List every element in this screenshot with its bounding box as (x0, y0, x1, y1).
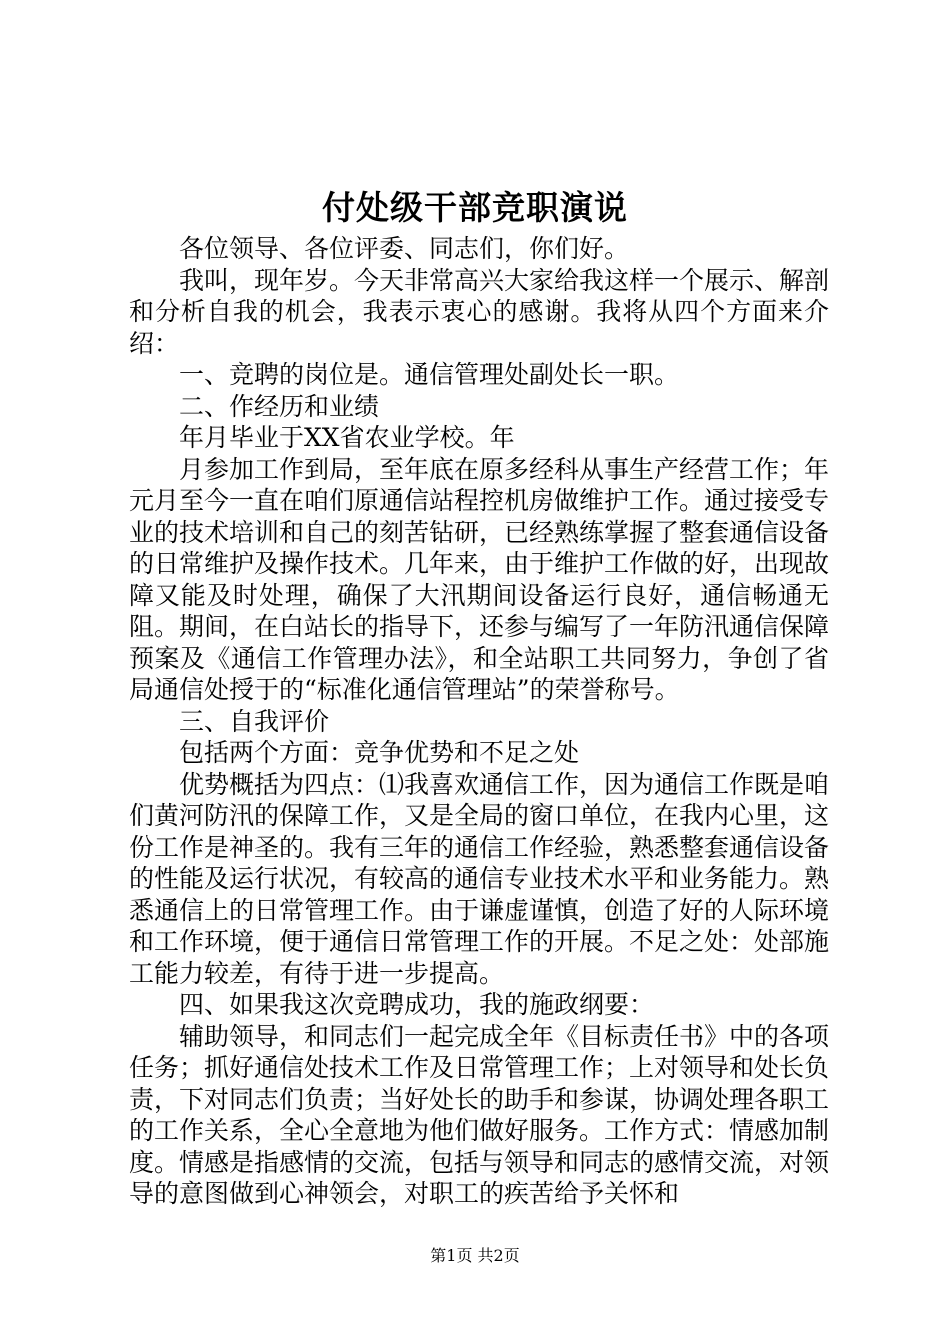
paragraph-greeting: 各位领导、各位评委、同志们，你们好。 (179, 234, 630, 263)
document-title: 付处级干部竞职演说 (322, 188, 628, 227)
paragraph-section-one: 一、竞聘的岗位是。通信管理处副处长一职。 (179, 360, 680, 389)
page-footer: 第1页 共2页 (430, 1246, 520, 1265)
paragraph-introduction: 我叫，现年岁。今天非常高兴大家给我这样一个展示、解剖和分析自我的机会，我表示衷心的感谢。我将从四个方面来介绍： (129, 265, 830, 358)
paragraph-section-three-heading: 三、自我评价 (179, 706, 330, 736)
paragraph-section-two-heading: 二、作经历和业绩 (179, 391, 380, 421)
document-body (129, 233, 829, 1210)
paragraph-self-evaluation-summary: 包括两个方面：竞争优势和不足之处 (179, 738, 580, 767)
paragraph-section-four-heading: 四、如果我这次竞聘成功，我的施政纲要： (179, 990, 655, 1019)
paragraph-advantages: 优势概括为四点：⑴我喜欢通信工作，因为通信工作既是咱们黄河防汛的保障工作，又是全局的窗口单位，在我内心里，这份工作是神圣的。我有三年的通信工作经验，熟悉整套通信设备的性能及运行状况，有较高的通信专业技术水平和业务能力。熟悉通信上的日常管理工作。由于谦虚谨慎，创造了好的人际环境和工作环境，便于通信日常管理工作的开展。不足之处：处部施工能力较差，有待于进一步提高。 (129, 769, 830, 988)
paragraph-graduation: 年月毕业于XX省农业学校。年 (179, 423, 515, 452)
paragraph-work-history: 月参加工作到局，至年底在原多经科从事生产经营工作；年元月至今一直在咱们原通信站程控机房做维护工作。通过接受专业的技术培训和自己的刻苦钻研，已经熟练掌握了整套通信设备的日常维护及操作技术。几年来，由于维护工作做的好，出现故障又能及时处理，确保了大汛期间设备运行良好，通信畅通无阻。期间，在白站长的指导下，还参与编写了一年防汛通信保障预案及《通信工作管理办法》，和全站职工共同努力，争创了省局通信处授于的“标准化通信管理站”的荣誉称号。 (129, 454, 830, 704)
paragraph-work-plan: 辅助领导，和同志们一起完成全年《目标责任书》中的各项任务；抓好通信处技术工作及日常管理工作；上对领导和处长负责，下对同志们负责；当好处长的助手和参谋，协调处理各职工的工作关系，全心全意地为他们做好服务。工作方式：情感加制度。情感是指感情的交流，包括与领导和同志的感情交流，对领导的意图做到心神领会，对职工的疾苦给予关怀和 (129, 1021, 830, 1208)
